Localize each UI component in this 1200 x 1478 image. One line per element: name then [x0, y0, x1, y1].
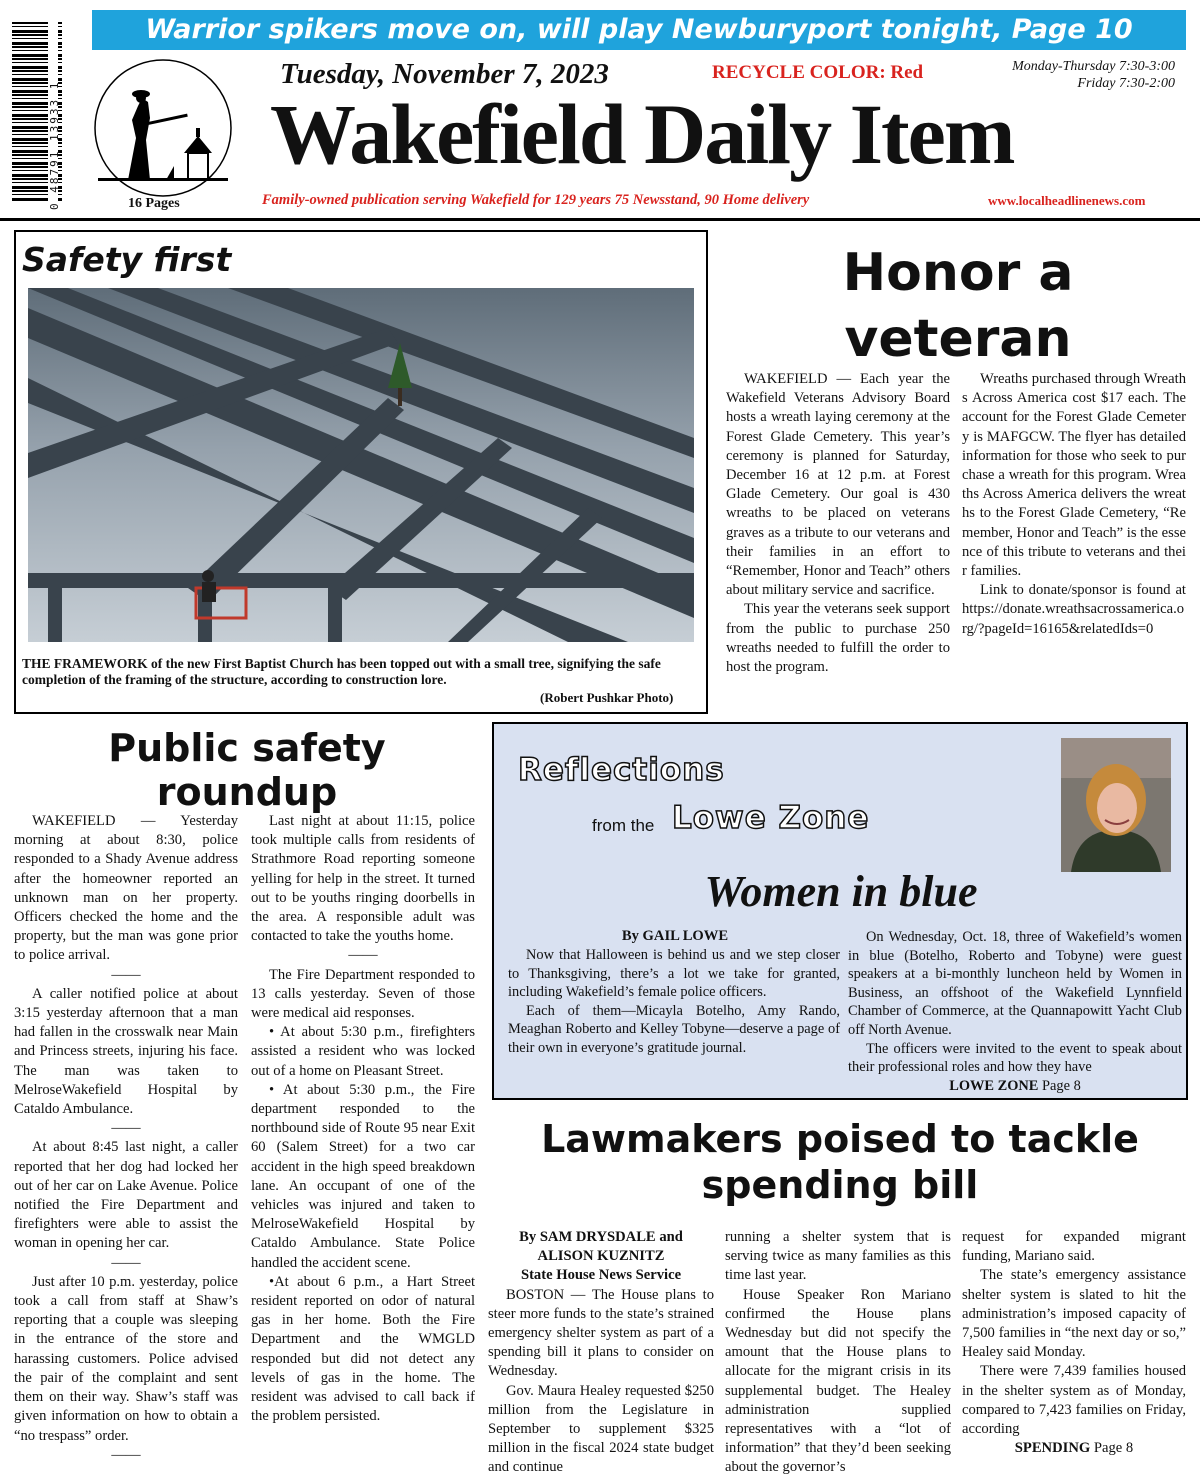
lawmakers-byline-3: State House News Service: [520, 1267, 682, 1284]
jump-label: SPENDING: [1014, 1440, 1091, 1457]
spending-jump[interactable]: [962, 1439, 1186, 1458]
masthead-divider: [0, 218, 1200, 221]
separator: ——: [111, 966, 141, 983]
paragraph: Last night at about 11:15, police took multiple calls from residents of Strathmore Road reporting someone yelling for help in the street. It turned out to be youths ringing doorbells in the area. A responsible adult was contacted to take the youths home.: [251, 813, 475, 945]
separator: ——: [111, 1120, 141, 1137]
jump-label: LOWE ZONE: [949, 1077, 1039, 1094]
church-framework-photo[interactable]: [28, 288, 694, 642]
paragraph: The officers were invited to the event to speak about their professional roles and how they have: [848, 1040, 1182, 1076]
paragraph: BOSTON — The House plans to steer more funds to the state’s strained emergency shelter system as part of a spending bill it plans to consider on Wednesday.: [488, 1286, 714, 1380]
lawmakers-column-1: [488, 1228, 714, 1478]
paragraph: A caller notified police at about 3:15 yesterday afternoon that a man had fallen in the crosswalk near Main and Princess streets, injuring his face. The man was taken to MelroseWakefield Hospital by Cataldo Ambulance.: [14, 985, 238, 1118]
lowe-column-1: [508, 946, 840, 1058]
paragraph: The state’s emergency assistance shelter system is slated to hit the administration’s imposed capacity of 7,500 families in “the next day or so,” Healey said Monday.: [962, 1267, 1186, 1361]
lawmakers-column-3: [962, 1228, 1186, 1458]
jump-page: Page 8: [1093, 1440, 1134, 1457]
recycle-color: RECYCLE COLOR: Red: [712, 62, 924, 83]
lawmakers-byline-1: By SAM DRYSDALE and: [519, 1229, 683, 1245]
photo-story-title: Safety first: [22, 240, 232, 279]
paragraph: WAKEFIELD — Yesterday morning at about 8:30, police responded to a Shady Avenue address after the homeowner reported an unknown man on her property. Officers checked the home and the property, but the man was gone prior to police arrival.: [14, 813, 238, 964]
author-portrait: [1061, 738, 1171, 872]
safety-headline-line1: Public safety: [108, 726, 386, 770]
paragraph: Link to donate/sponsor is found at https://donate.wreathsacrossamerica.org/?pageId=16165&relatedIds=0: [962, 582, 1186, 637]
tagline: Family-owned publication serving Wakefield for 129 years 75 Newsstand, 90 Home delivery: [262, 192, 810, 208]
safety-headline[interactable]: [14, 726, 480, 814]
paragraph: •At about 6 p.m., a Hart Street resident reported on odor of natural gas in her home. Both the Fire Department and the WMGLD responded but did not detect any levels of gas in the home. The resident was advised to call back if the problem persisted.: [251, 1273, 475, 1425]
paragraph: The Fire Department responded to 13 calls yesterday. Seven of those were medical aid responses.: [251, 966, 475, 1022]
lawmakers-headline[interactable]: [490, 1116, 1190, 1208]
separator: ——: [111, 1254, 141, 1271]
photo-credit: (Robert Pushkar Photo): [540, 690, 674, 705]
lowe-zone-logo: Lowe Zone: [672, 800, 870, 836]
veteran-column-1: [726, 370, 950, 677]
issue-date: Tuesday, November 7, 2023: [280, 58, 609, 90]
veteran-headline-line1: Honor a: [842, 243, 1074, 303]
lawmakers-byline-2: ALISON KUZNITZ: [537, 1248, 665, 1265]
page-count: 16 Pages: [128, 196, 180, 211]
lowe-byline: By GAIL LOWE: [621, 928, 729, 944]
paragraph: running a shelter system that is serving twice as many families as this time last year.: [725, 1229, 951, 1284]
paragraph: Each of them—Micayla Botelho, Amy Rando, Meaghan Roberto and Kelley Tobyne—deserve a page of their own in everyone’s gratitude journal.: [508, 1002, 840, 1056]
paragraph: This year the veterans seek support from the public to purchase 250 wreaths needed to fulfill the order to host the program.: [726, 601, 950, 676]
lawmakers-column-2: [725, 1228, 951, 1478]
safety-headline-line2: roundup: [156, 770, 338, 814]
lawmakers-headline-line2: spending bill: [701, 1163, 979, 1207]
barcode-number: 0 48791 13933 1: [48, 20, 58, 210]
safety-column-1: [14, 812, 238, 1465]
hours-weekday: Monday-Thursday 7:30-3:00: [1012, 59, 1175, 74]
paragraph: There were 7,439 families housed in the shelter system as of Monday, compared to 7,423 families on Friday, according: [962, 1363, 1186, 1438]
minuteman-logo-icon: [88, 58, 238, 198]
paragraph: WAKEFIELD — Each year the Wakefield Veterans Advisory Board hosts a wreath laying ceremony at the Forest Glade Cemetery. This year’s ceremony is planned for Saturday, December 16 at 12 p.m. at Forest Glade Cemetery. Our goal is 430 wreaths to be placed on veterans graves as a tribute to our veterans and their families in an effort to “Remember, Honor and Teach” others about military service and sacrifice.: [726, 371, 950, 599]
veteran-headline[interactable]: [716, 240, 1200, 372]
lowe-column-2: [848, 928, 1182, 1095]
veteran-column-2: [962, 370, 1186, 639]
lowe-jump[interactable]: [848, 1077, 1182, 1096]
top-banner-headline[interactable]: Warrior spikers move on, will play Newburyport tonight, Page 10: [92, 10, 1186, 50]
paragraph: House Speaker Ron Mariano confirmed the House plans Wednesday but did not specify the amount that the House plans to allocate for the migrant crisis in its supplemental budget. The Healey administration supplied representatives with a “lot of information” that they’d been seeking about the governor’s: [725, 1286, 951, 1476]
veteran-headline-line2: veteran: [844, 309, 1072, 369]
safety-column-2: [251, 812, 475, 1427]
paragraph: Wreaths purchased through Wreaths Across America cost $17 each. The account for the Forest Glade Cemetery is MAFGCW. The flyer has detailed information for those who seek to purchase a wreath for this program. Wreaths Across America delivers the wreaths to the Forest Glade Cemetery, “Remember, Honor and Teach” is the essence of this tribute to veterans and their families.: [962, 371, 1186, 580]
paragraph: Now that Halloween is behind us and we step closer to Thanksgiving, there’s a lot we take for granted, including Wakefield’s female police officers.: [508, 947, 840, 1001]
photo-caption: THE FRAMEWORK of the new First Baptist Church has been topped out with a small tree, signifying the safe completion of the framing of the structure, according to construction lore.: [22, 656, 661, 687]
paragraph: Just after 10 p.m. yesterday, police took a call from staff at Shaw’s reporting that a couple was sleeping in the entrance of the store and harassing customers. Police advised the pair of the complaint and sent them on their way. Shaw’s staff was given information on how to obtain a “no trespass” order.: [14, 1273, 238, 1444]
paragraph: • At about 5:30 p.m., firefighters assisted a resident who was locked out of a home on Pleasant Street.: [251, 1024, 475, 1079]
separator: ——: [111, 1446, 141, 1463]
separator: ——: [348, 947, 378, 964]
jump-page: Page 8: [1042, 1077, 1081, 1094]
newspaper-title: Wakefield Daily Item: [270, 86, 1014, 182]
paragraph: On Wednesday, Oct. 18, three of Wakefield’s women in blue (Botelho, Roberto and Tobyne) were guest speakers at a bi-monthly luncheon held by Women in Business, an offshoot of the Wakefield Lynnfield Chamber of Commerce, at the Quannapowitt Yacht Club off North Avenue.: [848, 929, 1182, 1038]
paragraph: At about 8:45 last night, a caller reported that her dog had locked her out of her car on Lake Avenue. Police notified the Fire Department and firefighters were able to assist the woman in opening her car.: [14, 1139, 238, 1252]
women-in-blue-headline[interactable]: Women in blue: [704, 867, 978, 916]
hours-friday: Friday 7:30-2:00: [1077, 76, 1175, 91]
reflections-logo: Reflections: [518, 752, 725, 788]
paragraph: request for expanded migrant funding, Mariano said.: [962, 1229, 1186, 1265]
website-link[interactable]: www.localheadlinenews.com: [988, 193, 1146, 208]
paragraph: Gov. Maura Healey requested $250 million from the Legislature in September to supplement $325 million in the fiscal 2024 state budget and continue: [488, 1382, 714, 1476]
lawmakers-headline-line1: Lawmakers poised to tackle: [541, 1117, 1139, 1161]
from-the-label: from the: [592, 816, 655, 835]
paragraph: • At about 5:30 p.m., the Fire department responded to the northbound side of Route 95 near Exit 60 (Salem Street) for a two car accident in the high speed breakdown lane. An occupant of one of the vehicles was injured and taken to MelroseWakefield Hospital by Cataldo Ambulance. State Police handled the accident scene.: [251, 1081, 475, 1271]
